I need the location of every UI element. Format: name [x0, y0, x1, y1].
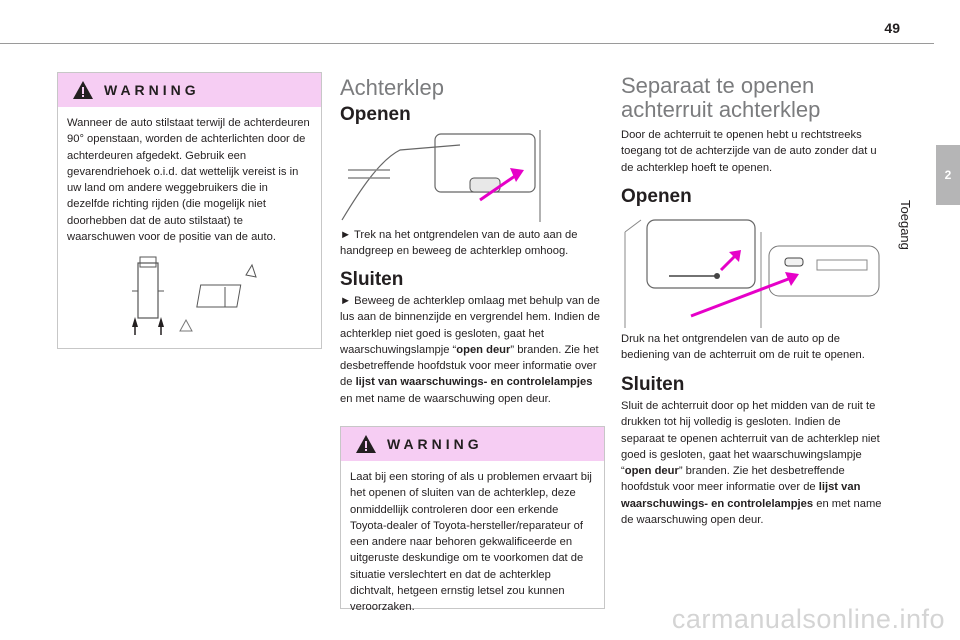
warning-title: WARNING [387, 436, 483, 452]
close-window-text-part2: ” branden. Zie het desbetreffende hoofdstuk voor meer informatie over de [621, 465, 845, 494]
heading-sluiten-tailgate: Sluiten [340, 269, 404, 290]
section-title-rear-window [621, 74, 886, 122]
section-title-line2: achterruit achterklep [621, 97, 821, 122]
close-tailgate-bold-open-deur: open deur [456, 343, 511, 356]
close-tailgate-text-part3: en met name de waarschuwing open deur. [340, 392, 551, 405]
van-rear-doors-open-illustration [128, 255, 258, 341]
chapter-label: Toegang [898, 200, 913, 250]
section-title-line1: Separaat te openen [621, 73, 815, 98]
warning-triangle-icon [355, 434, 377, 454]
close-window-text [621, 398, 886, 528]
close-tailgate-text-part1: ► Beweeg de achterklep omlaag met behulp van de lus aan de binnenzijde en vergrendel hem. Indien de achterklep niet goed is gesloten, gaat het waarschuwingslampje “ [340, 295, 600, 356]
open-window-text: Druk na het ontgrendelen van de auto op de bediening van de achterruit om de ruit te openen. [621, 333, 865, 362]
close-tailgate-text-part2: ” branden. Zie het desbetreffende hoofdstuk voor meer informatie over de [340, 343, 599, 389]
warning-text: Laat bij een storing of als u problemen ervaart bij het openen of sluiten van de achterklep, deze onmiddellijk controleren door een erkende Toyota-dealer of Toyota-hersteller/reparateur of een andere naar behoren gekwalificeerde en uitgeruste deskundige om te voorkomen dat de situatie verslechtert en dat de achterklep dichtvalt, hetgeen ernstig letsel zou kunnen veroorzaken. [350, 471, 592, 614]
chapter-number: 2 [944, 168, 952, 182]
warning-text: Wanneer de auto stilstaat terwijl de achterdeuren 90° openstaan, worden de achterlichten door de achterdeuren afgedekt. Gebruik een gevarendriehoek o.i.d. dat wettelijk vereist is in uw land om andere weggebruikers die in dezelfde richting rijden (die mogelijk niet doorhebben dat de auto stilstaat) te waarschuwen voor de positie van de auto. [67, 117, 310, 244]
heading-openen-tailgate: Openen [340, 104, 411, 125]
close-window-text-part3: en met name de waarschuwing open deur. [621, 497, 882, 527]
close-window-text-part1: Sluit de achterruit door op het midden van de ruit te drukken tot hij volledig is gesloten. Indien de separaat te openen achterruit van de achterklep niet goed is gesloten, gaat het waarschuwingslampje “ [621, 400, 880, 478]
warning-box-rear-doors [57, 72, 322, 349]
rear-window-intro: Door de achterruit te openen hebt u rechtstreeks toegang tot de achterzijde van de auto zonder dat u de achterklep hoeft te openen. [621, 129, 877, 174]
close-window-bold-open-deur: open deur [624, 465, 679, 478]
warning-header [58, 73, 321, 107]
page-number: 49 [884, 20, 900, 36]
watermark: carmanualsonline.info [671, 604, 945, 634]
close-window-bold-warning-list[interactable]: lijst van waarschuwings- en controlelampjes [621, 481, 861, 510]
chapter-tab[interactable] [936, 145, 960, 205]
tailgate-handle-illustration [340, 130, 545, 222]
heading-sluiten-window: Sluiten [621, 374, 685, 395]
warning-header [341, 427, 604, 461]
heading-openen-window: Openen [621, 186, 692, 207]
warning-triangle-icon [72, 80, 94, 100]
rear-window-button-illustration [621, 212, 886, 328]
section-title-achterklep: Achterklep [340, 75, 444, 100]
open-tailgate-text: ► Trek na het ontgrendelen van de auto aan de handgreep en beweeg de achterklep omhoog. [340, 229, 578, 258]
warning-box-tailgate [340, 426, 605, 614]
close-tailgate-bold-warning-list[interactable]: lijst van waarschuwings- en controlelampjes [355, 376, 593, 389]
warning-title: WARNING [104, 82, 200, 98]
header-divider [0, 43, 934, 44]
close-tailgate-text [340, 293, 605, 407]
